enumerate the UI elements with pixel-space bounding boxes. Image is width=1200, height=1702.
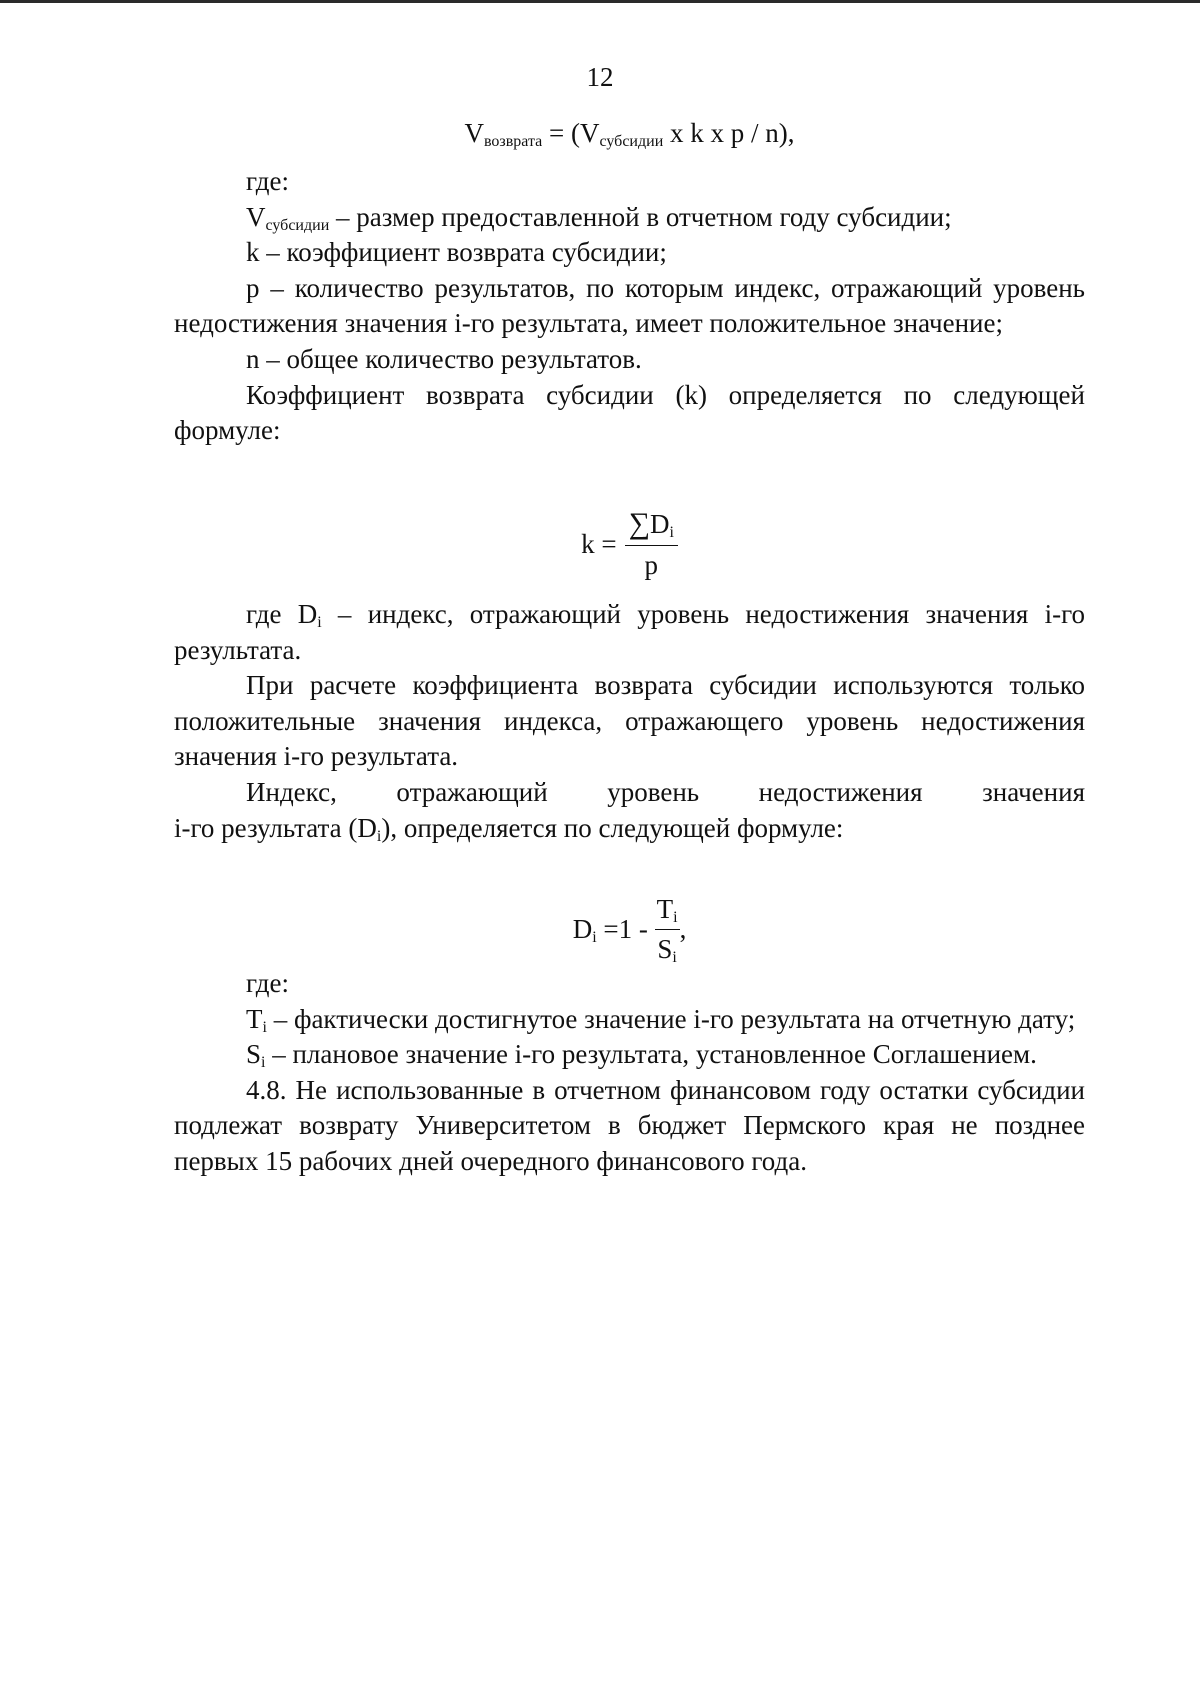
clause-4-8: 4.8. Не использованные в отчетном финансовом году остатки субсидии подлежат возврату Университетом в бюджет Пермского края не позднее первых 15 рабочих дней очередного финансового года. [174, 1074, 1085, 1176]
formula-k: k = $\frac{\sum D_i}{p}$ [174, 506, 1085, 583]
definition-v-subsidy: $V_{субсидии}$ – размер предоставленной в отчетном году субсидии; [246, 201, 952, 234]
k-fraction: $\frac{\sum D_i}{p}$ [625, 506, 678, 583]
definition-n: n – общее количество результатов. [246, 343, 642, 374]
definition-p: р – количество результатов, по которым индекс, отражающий уровень недостижения значения i-го результата, имеет положительное значение; [174, 272, 1085, 339]
index-intro-line1: Индекс, отражающий уровень недостижения значения [246, 776, 1085, 807]
top-border [0, 0, 1200, 3]
d-fraction: $\frac{T_i}{S_i}$ [656, 894, 678, 966]
formula-return-volume: $V_{возврата} = (V_{субсидии}$ x k x p / n), [464, 118, 795, 150]
definition-s: $S_i$ – плановое значение i-го результата, установленное Соглашением. [246, 1039, 1037, 1072]
page-number: 12 [586, 62, 614, 92]
index-intro-line2: i-го результата $(D_i)$, определяется по следующей формуле: [174, 812, 844, 845]
positive-values-note: При расчете коэффициента возврата субсидии используются только положительные значения индекса, отражающего уровень недостижения значения i-го результата. [174, 670, 1085, 772]
where-label-2: где: [246, 968, 289, 998]
definitions-block-3 [174, 966, 1085, 1180]
k-formula-intro: Коэффициент возврата субсидии (k) определяется по следующей формуле: [174, 379, 1085, 446]
definition-t: $T_i$ – фактически достигнутое значение i-го результата на отчетную дату; [246, 1003, 1076, 1036]
definitions-block-1 [174, 164, 1085, 449]
definitions-block-2 [174, 597, 1085, 846]
formula-d: $D_i =1$ - $\frac{T_i}{S_i}$ , [572, 894, 687, 966]
definition-k: k – коэффициент возврата субсидии; [246, 237, 667, 268]
definition-di: где $D_i$ – индекс, отражающий уровень недостижения значения i-го результата. [174, 599, 1085, 665]
where-label: где: [246, 166, 289, 196]
